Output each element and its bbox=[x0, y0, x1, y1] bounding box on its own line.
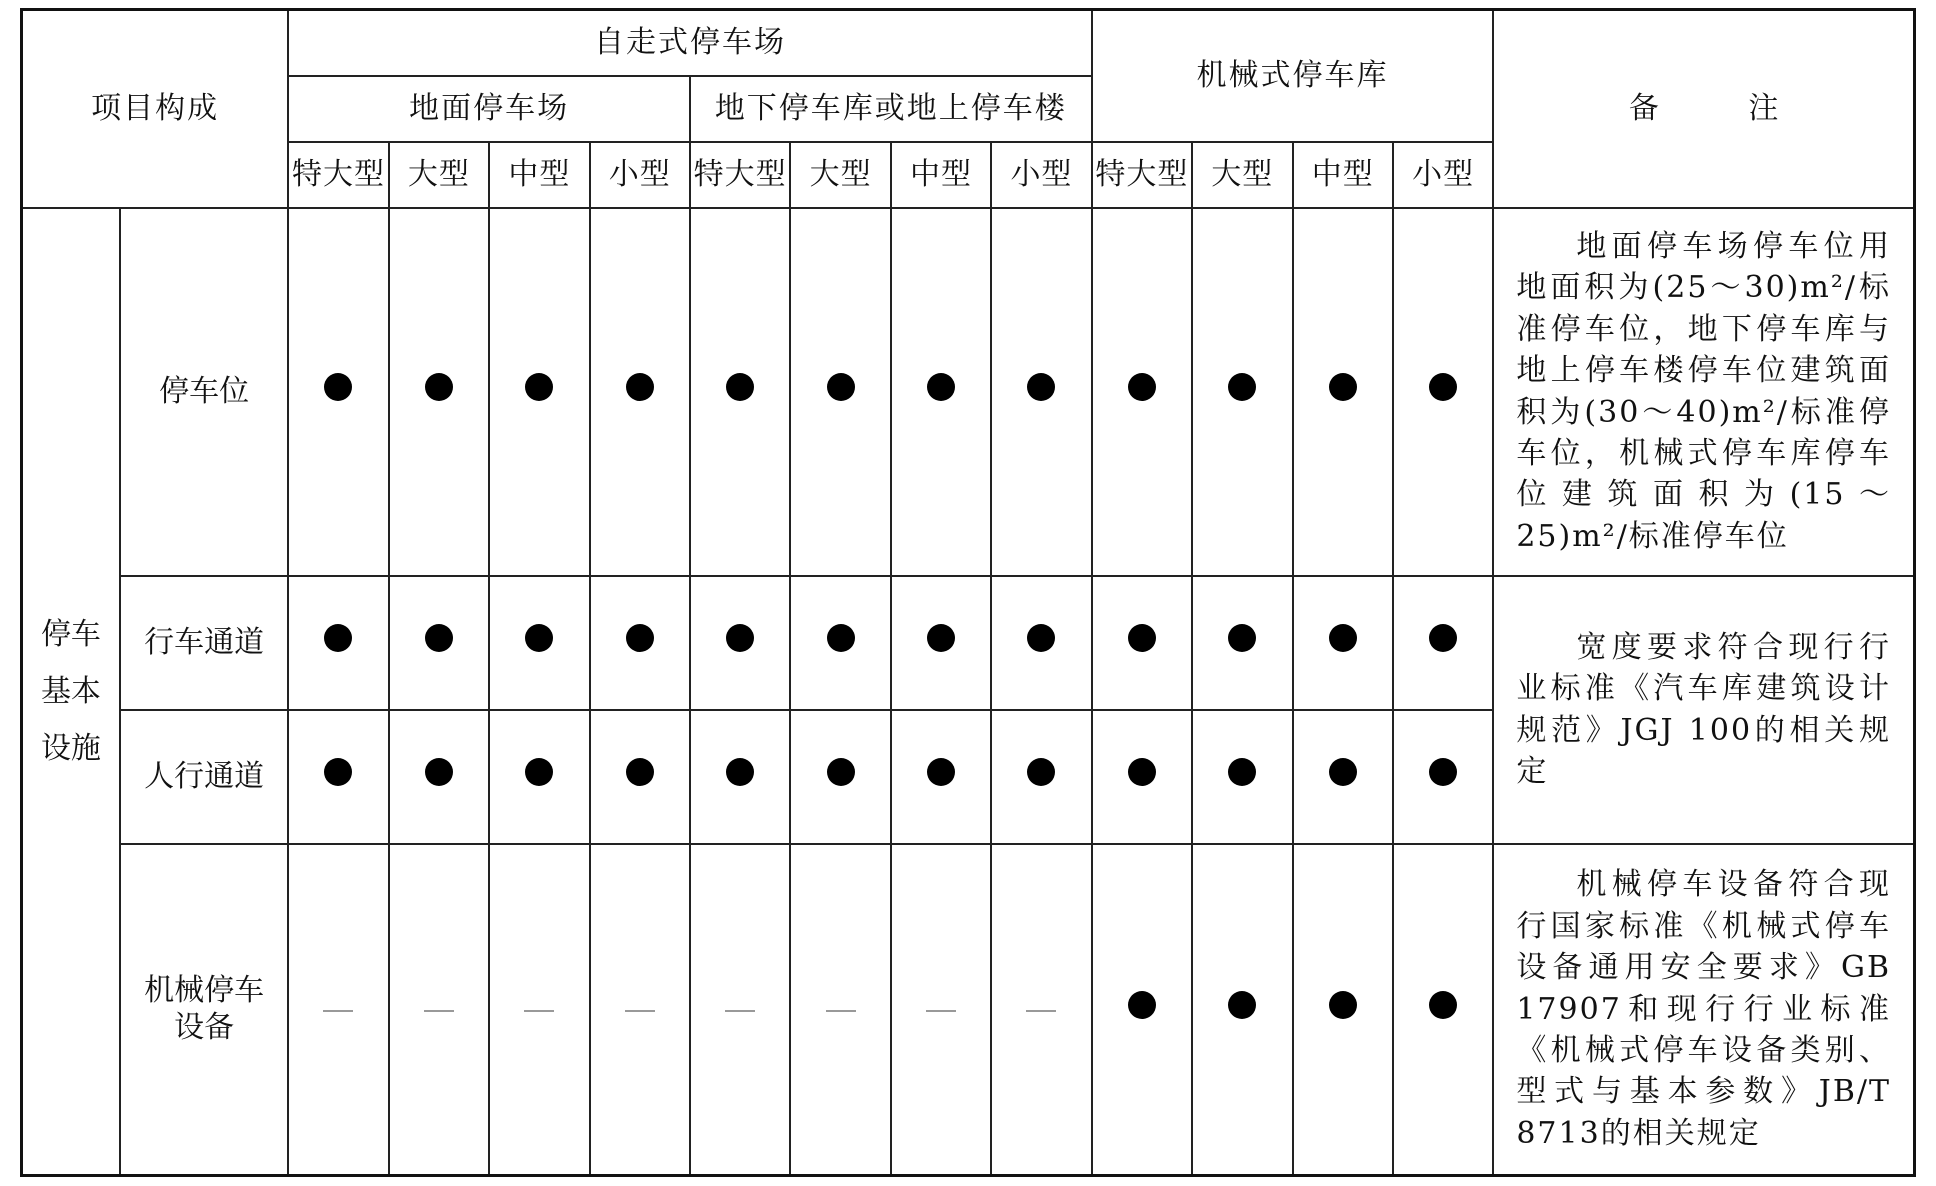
size-header: 中型 bbox=[1293, 142, 1393, 208]
cell-mark bbox=[1092, 844, 1192, 1176]
row-label-parking-space: 停车位 bbox=[120, 208, 288, 576]
filled-dot-icon bbox=[425, 373, 453, 401]
cell-mark bbox=[389, 576, 489, 710]
cell-mark bbox=[590, 576, 690, 710]
cell-mark bbox=[288, 208, 388, 576]
filled-dot-icon bbox=[1128, 758, 1156, 786]
filled-dot-icon bbox=[927, 624, 955, 652]
header-self-drive-parking: 自走式停车场 bbox=[288, 10, 1091, 76]
filled-dot-icon bbox=[1228, 758, 1256, 786]
cell-mark bbox=[288, 844, 388, 1176]
filled-dot-icon bbox=[1329, 373, 1357, 401]
filled-dot-icon bbox=[1128, 373, 1156, 401]
filled-dot-icon bbox=[626, 624, 654, 652]
remark-text: 机械停车设备符合现行国家标准《机械式停车设备通用安全要求》GB 17907和现行行业标准《机械式停车设备类别、型式与基本参数》JB/T 8713的相关规定 bbox=[1516, 867, 1891, 1151]
cell-mark bbox=[489, 710, 589, 844]
cell-mark bbox=[790, 710, 890, 844]
cell-mark bbox=[590, 208, 690, 576]
header-item-composition: 项目构成 bbox=[22, 10, 289, 208]
cell-mark bbox=[991, 710, 1091, 844]
cell-mark bbox=[389, 844, 489, 1176]
dash-icon bbox=[323, 1010, 353, 1012]
cell-mark bbox=[690, 710, 790, 844]
cell-mark bbox=[1092, 710, 1192, 844]
size-header: 大型 bbox=[1192, 142, 1292, 208]
dash-icon bbox=[524, 1010, 554, 1012]
dash-icon bbox=[424, 1010, 454, 1012]
row-label-driveway: 行车通道 bbox=[120, 576, 288, 710]
filled-dot-icon bbox=[726, 758, 754, 786]
group-label-line: 设施 bbox=[40, 730, 101, 766]
cell-mark bbox=[489, 844, 589, 1176]
row-label-walkway: 人行通道 bbox=[120, 710, 288, 844]
size-header: 特大型 bbox=[1092, 142, 1192, 208]
filled-dot-icon bbox=[1128, 624, 1156, 652]
filled-dot-icon bbox=[927, 758, 955, 786]
row-label-line: 设备 bbox=[174, 1010, 235, 1046]
cell-mark bbox=[1293, 844, 1393, 1176]
filled-dot-icon bbox=[1429, 624, 1457, 652]
header-underground-parking: 地下停车库或地上停车楼 bbox=[690, 76, 1092, 142]
filled-dot-icon bbox=[827, 624, 855, 652]
remark-mechanical-equipment bbox=[1493, 844, 1914, 1176]
filled-dot-icon bbox=[525, 373, 553, 401]
cell-mark bbox=[1192, 844, 1292, 1176]
filled-dot-icon bbox=[827, 373, 855, 401]
cell-mark bbox=[1293, 710, 1393, 844]
filled-dot-icon bbox=[1329, 991, 1357, 1019]
filled-dot-icon bbox=[1027, 624, 1055, 652]
header-ground-parking: 地面停车场 bbox=[288, 76, 690, 142]
cell-mark bbox=[991, 208, 1091, 576]
cell-mark bbox=[1393, 844, 1493, 1176]
cell-mark bbox=[690, 844, 790, 1176]
dash-icon bbox=[625, 1010, 655, 1012]
remark-parking-space bbox=[1493, 208, 1914, 576]
dash-icon bbox=[1026, 1010, 1056, 1012]
filled-dot-icon bbox=[324, 373, 352, 401]
size-header: 大型 bbox=[389, 142, 489, 208]
filled-dot-icon bbox=[1027, 373, 1055, 401]
cell-mark bbox=[288, 710, 388, 844]
dash-icon bbox=[926, 1010, 956, 1012]
filled-dot-icon bbox=[1228, 624, 1256, 652]
group-label-line: 基本 bbox=[40, 673, 101, 709]
remark-text: 地面停车场停车位用地面积为(25～30)m²/标准停车位，地下停车库与地上停车楼停车位建筑面积为(30～40)m²/标准停车位，机械式停车库停车位建筑面积为(15～25)m²/标准停车位 bbox=[1516, 228, 1891, 554]
group-label-parking-basic-facilities bbox=[22, 208, 120, 1176]
filled-dot-icon bbox=[726, 624, 754, 652]
filled-dot-icon bbox=[927, 373, 955, 401]
cell-mark bbox=[891, 844, 991, 1176]
filled-dot-icon bbox=[1228, 991, 1256, 1019]
cell-mark bbox=[1092, 576, 1192, 710]
size-header: 特大型 bbox=[690, 142, 790, 208]
group-label-line: 停车 bbox=[40, 616, 101, 652]
row-label-line: 机械停车 bbox=[144, 972, 265, 1008]
cell-mark bbox=[1192, 576, 1292, 710]
filled-dot-icon bbox=[1329, 624, 1357, 652]
filled-dot-icon bbox=[425, 624, 453, 652]
filled-dot-icon bbox=[324, 624, 352, 652]
filled-dot-icon bbox=[626, 373, 654, 401]
filled-dot-icon bbox=[726, 373, 754, 401]
facility-table-container bbox=[20, 8, 1916, 1177]
cell-mark bbox=[590, 844, 690, 1176]
cell-mark bbox=[790, 208, 890, 576]
cell-mark bbox=[389, 710, 489, 844]
cell-mark bbox=[891, 208, 991, 576]
filled-dot-icon bbox=[525, 758, 553, 786]
cell-mark bbox=[1393, 710, 1493, 844]
table-row bbox=[22, 576, 1915, 710]
cell-mark bbox=[790, 576, 890, 710]
filled-dot-icon bbox=[827, 758, 855, 786]
cell-mark bbox=[590, 710, 690, 844]
parking-facility-table bbox=[20, 8, 1916, 1177]
filled-dot-icon bbox=[1329, 758, 1357, 786]
filled-dot-icon bbox=[1128, 991, 1156, 1019]
remark-text: 宽度要求符合现行行业标准《汽车库建筑设计规范》JGJ 100的相关规定 bbox=[1516, 629, 1891, 789]
size-header: 中型 bbox=[489, 142, 589, 208]
cell-mark bbox=[389, 208, 489, 576]
filled-dot-icon bbox=[626, 758, 654, 786]
cell-mark bbox=[489, 576, 589, 710]
row-label-mechanical-equipment bbox=[120, 844, 288, 1176]
cell-mark bbox=[1192, 710, 1292, 844]
filled-dot-icon bbox=[1429, 373, 1457, 401]
cell-mark bbox=[1192, 208, 1292, 576]
cell-mark bbox=[891, 576, 991, 710]
table-row bbox=[22, 844, 1915, 1176]
remark-passage bbox=[1493, 576, 1914, 844]
size-header: 小型 bbox=[590, 142, 690, 208]
cell-mark bbox=[1293, 208, 1393, 576]
cell-mark bbox=[790, 844, 890, 1176]
cell-mark bbox=[1092, 208, 1192, 576]
filled-dot-icon bbox=[1429, 758, 1457, 786]
header-remark: 备 注 bbox=[1493, 10, 1914, 208]
size-header: 特大型 bbox=[288, 142, 388, 208]
table-row bbox=[22, 208, 1915, 576]
cell-mark bbox=[489, 208, 589, 576]
filled-dot-icon bbox=[425, 758, 453, 786]
cell-mark bbox=[690, 576, 790, 710]
cell-mark bbox=[991, 844, 1091, 1176]
dash-icon bbox=[826, 1010, 856, 1012]
filled-dot-icon bbox=[1228, 373, 1256, 401]
dash-icon bbox=[725, 1010, 755, 1012]
cell-mark bbox=[991, 576, 1091, 710]
header-mechanical-garage: 机械式停车库 bbox=[1092, 10, 1494, 142]
cell-mark bbox=[288, 576, 388, 710]
cell-mark bbox=[1293, 576, 1393, 710]
filled-dot-icon bbox=[1027, 758, 1055, 786]
cell-mark bbox=[891, 710, 991, 844]
size-header: 大型 bbox=[790, 142, 890, 208]
size-header: 中型 bbox=[891, 142, 991, 208]
filled-dot-icon bbox=[324, 758, 352, 786]
cell-mark bbox=[1393, 208, 1493, 576]
size-header: 小型 bbox=[991, 142, 1091, 208]
filled-dot-icon bbox=[1429, 991, 1457, 1019]
filled-dot-icon bbox=[525, 624, 553, 652]
cell-mark bbox=[690, 208, 790, 576]
size-header: 小型 bbox=[1393, 142, 1493, 208]
cell-mark bbox=[1393, 576, 1493, 710]
